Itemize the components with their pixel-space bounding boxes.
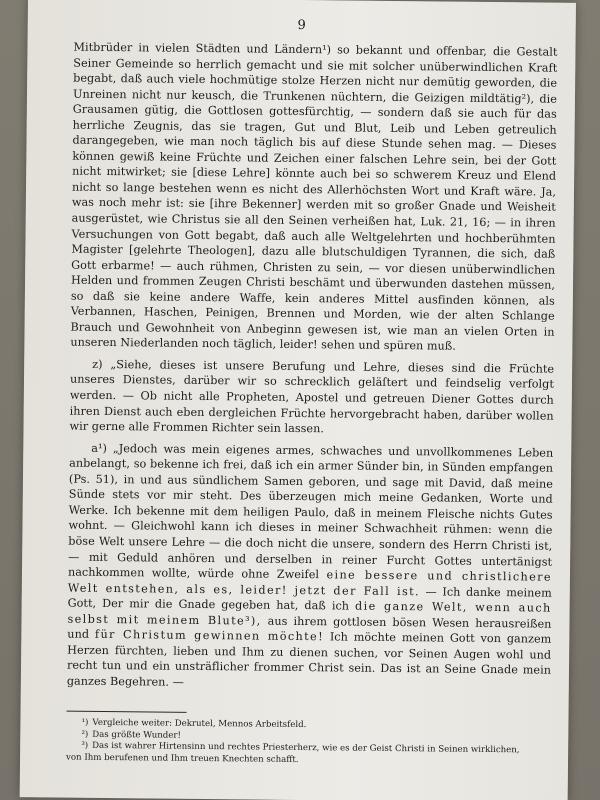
emphasis-better-world: eine bessere und christlichere Welt entstehen, als es, leider! jetzt der Fall ist. (67, 568, 553, 598)
paragraph-continuation: Mitbrüder in vielen Städten und Ländern¹) so bekannt und offenbar, die Gestalt Seiner Gemeinde so herrlich gemacht und sie mit solcher unüberwindlichen Kraft begabt, daß auch viele hochmütige stolze Herzen nicht nur demütig geworden, die Unreinen nicht nur keusch, die Trunkenen nüchtern, die Geizigen mildtätig²), die Grausamen gütig, die Gottlosen gottesfürchtig, — sondern daß sie auch für das herrliche Zeugnis, das sie tragen, Gut und Blut, Leib und Leben getreulich darangegeben, wie man noch täglich bis auf diese Stunde sehen mag. — Dieses können gewiß keine Früchte und Zeichen einer falschen Lehre sein, bei der Gott nicht mitwirket; sie [diese Lehre] könnte auch bei so schwerem Kreuz und Elend nicht so lange bestehen wenn es nicht des Allerhöchsten Wort und Kraft wäre. Ja, was noch mehr ist: sie [ihre Bekenner] werden mit so großer Gnade und Weisheit ausgerüstet, wie Christus sie all den Seinen verheißen hat, Luk. 21, 16; — in ihren Versuchungen von Gott begabt, daß auch alle Weltgelehrten und hochberühmten Magister [gelehrte Theologen], dazu alle blutschuldigen Tyrannen, die sich, daß Gott erbarme! — auch rühmen, Christen zu sein, — vor diesen unüberwindlichen Helden und frommen Zeugen Christi beschämt und überwunden dastehen müssen, so daß sie keine andere Waffe, kein anderes Mittel ausfinden können, als Verbannen, Haschen, Peinigen, Brennen und Morden, wie der alten Schlange Brauch und Gewohnheit von Anbeginn gewesen ist, wie man an vielen Orten in unseren Niederlanden noch täglich, leider! sehen und spüren muß. (70, 40, 558, 354)
footnote-text: von Ihm berufenen und Ihm treuen Knechten schafft. (66, 752, 299, 765)
footnote-text: Vergleiche weiter: Dekrutel, Mennos Arbeitsfeld. (92, 717, 307, 731)
paragraph-a1 (67, 440, 554, 694)
footnotes (66, 718, 550, 769)
paragraph-a1-part-2: — Ich danke meinem Gott, Der mir die Gnade gegeben hat, daß ich (67, 584, 552, 613)
paragraph-a1-part-3: aus ihrem gottlosen bösen Wesen herausreißen und (67, 614, 552, 642)
footnote-divider (67, 711, 187, 713)
main-text (67, 40, 558, 700)
emphasis-win-for-christ: für Christum gewinnen möchte! (94, 628, 325, 644)
footnote-text: Das größte Wunder! (92, 729, 182, 741)
footnote-number: ³) (81, 740, 89, 751)
footnote-text: Das ist wahrer Hirtensinn und rechtes Priesterherz, wie es der Geist Christi in Seinen wirklichen, (92, 740, 520, 756)
book-page (20, 0, 576, 800)
paragraph-z: z) „Siehe, dieses ist unsere Berufung und Lehre, dieses sind die Früchte unseres Dienstes, darüber wir so schrecklich geläſtert und feindselig verfolgt werden. — Ob nicht alle Propheten, Apostel und getreuen Diener Gottes durch ihren Dienst auch eben dergleichen Früchte hervorgebracht haben, darüber wollen wir gerne alle Frommen Richter sein lassen. (69, 357, 555, 436)
paragraph-a1-part-4: Ich möchte meinen Gott von ganzem Herzen fürchten, lieben und Ihm zu dienen suchen, vor Seinen Augen wohl und recht tun und ein unsträflicher frommer Christ sein. Das ist an Seine Gnade mein ganzes Begehren. — (66, 630, 552, 689)
footnote-number: ²) (81, 729, 89, 740)
page-number: 9 (297, 17, 306, 34)
emphasis-whole-world: die ganze Welt, wenn auch selbst mit meinem Blute³), (67, 599, 552, 628)
footnote-number: ¹) (81, 717, 89, 728)
paragraph-a1-part-1: a¹) „Jedoch was mein eigenes armes, schwaches und unvollkommenes Leben anbelangt, so bekenne ich frei, daß ich ein armer Sünder bin, in Sünden empfangen (Ps. 51), in und aus sündlichem Samen geboren, und sage mit David, daß meine Sünde stets vor mir steht. Des überzeugen mich meine Gedanken, Worte und Werke. Ich bekenne mit dem heiligen Paulo, daß in meinem Fleische nichts Gutes wohnt. — Gleichwohl kann ich dieses in meiner Schwachheit rühmen: wenn die böse Welt unsere Lehre — die doch nicht die unsere, sondern des Herrn Christi ist, — mit Geduld anhören und derselben in reiner Furcht Gottes untertänigst nachkommen wollte, würde ohne Zweifel (67, 441, 554, 582)
